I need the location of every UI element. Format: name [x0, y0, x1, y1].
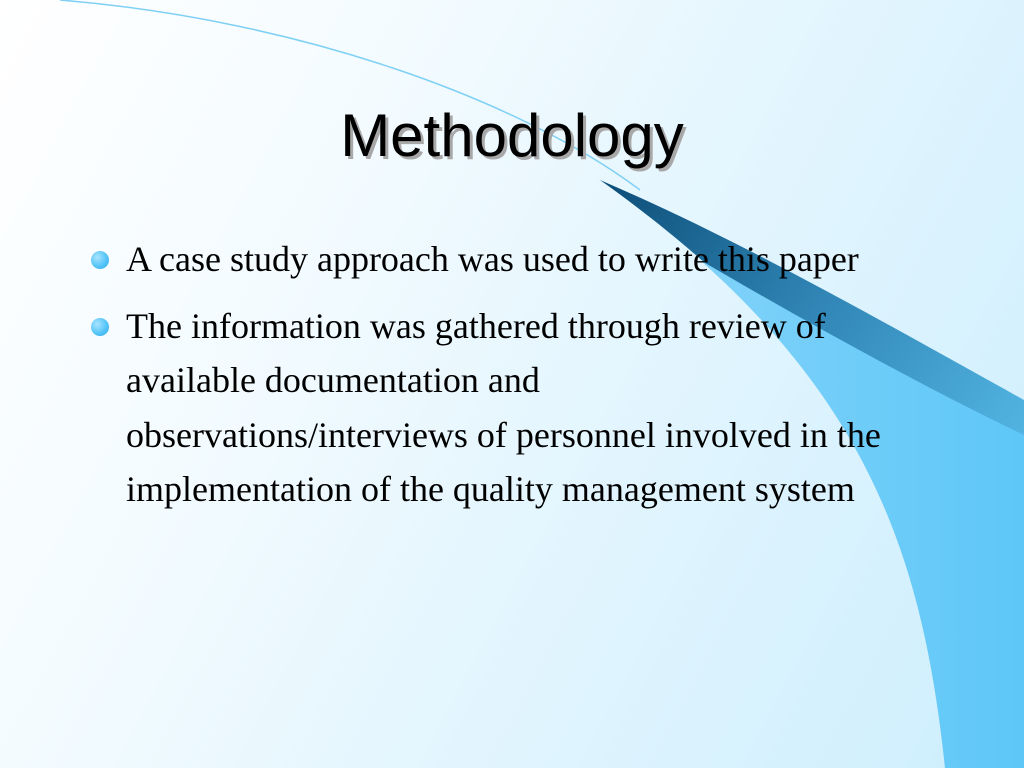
bullet-dot-icon — [91, 318, 109, 336]
bullet-text: A case study approach was used to write this paper — [126, 239, 859, 279]
bullet-text: The information was gathered through review of available documentation and observations/interviews of personnel involved in the implementation of the quality management system — [126, 305, 881, 509]
slide-title: Methodology — [340, 102, 684, 169]
bullet-item — [126, 232, 886, 287]
bullet-list — [126, 232, 886, 529]
bullet-dot-icon — [91, 251, 109, 269]
bullet-item — [126, 299, 886, 517]
